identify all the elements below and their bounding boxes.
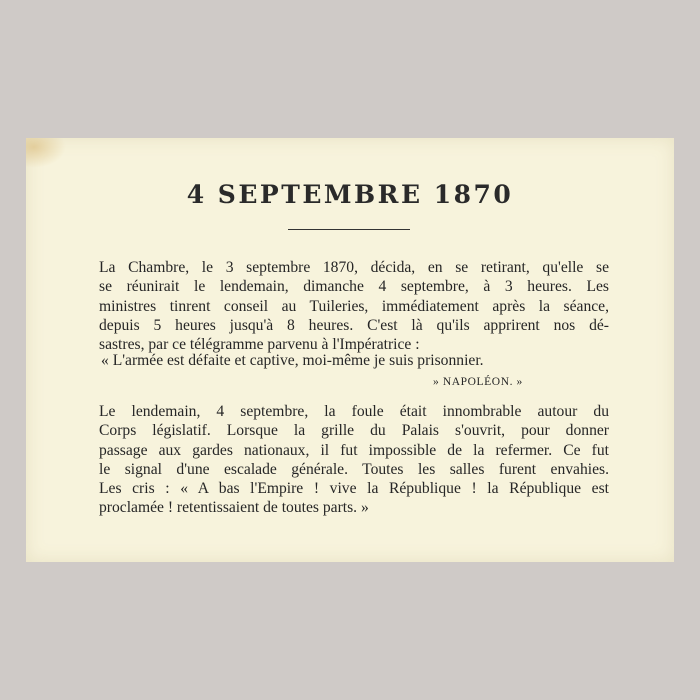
paragraph-line: sastres, par ce télégramme parvenu à l'Impératrice : <box>99 336 420 354</box>
title-divider <box>288 229 410 230</box>
paragraph-line: Le lendemain, 4 septembre, la foule était innombrable autour du <box>99 403 609 420</box>
paragraph-line: Les cris : « A bas l'Empire ! vive la République ! la République est <box>99 480 609 498</box>
paragraph-line: depuis 5 heures jusqu'à 8 heures. C'est là qu'ils apprirent nos dé- <box>99 316 609 334</box>
paper-stain <box>26 138 66 168</box>
paragraph-line: passage aux gardes nationaux, il fut impossible de la refermer. Ce fut <box>99 441 609 459</box>
paragraph-line: Corps législatif. Lorsque la grille du Palais s'ouvrit, pour donner <box>99 422 609 440</box>
paragraph-line: le signal d'une escalade générale. Toutes les salles furent envahies. <box>99 460 609 478</box>
paragraph-1 <box>99 258 609 354</box>
paragraph-line: se réunirait le lendemain, dimanche 4 septembre, à 3 heures. Les <box>99 278 609 296</box>
paragraph-2 <box>99 402 609 518</box>
document-title: 4 SEPTEMBRE 1870 <box>186 180 514 209</box>
paragraph-line: ministres tinrent conseil au Tuileries, immédiatement après la séance, <box>99 297 609 315</box>
paragraph-line: proclamée ! retentissaient de toutes parts. » <box>99 499 369 517</box>
telegram-quote: « L'armée est défaite et captive, moi-même je suis prisonnier. <box>101 352 484 369</box>
quote-signature: » NAPOLÉON. » <box>433 376 523 388</box>
paragraph-line: La Chambre, le 3 septembre 1870, décida, en se retirant, qu'elle se <box>99 259 609 276</box>
